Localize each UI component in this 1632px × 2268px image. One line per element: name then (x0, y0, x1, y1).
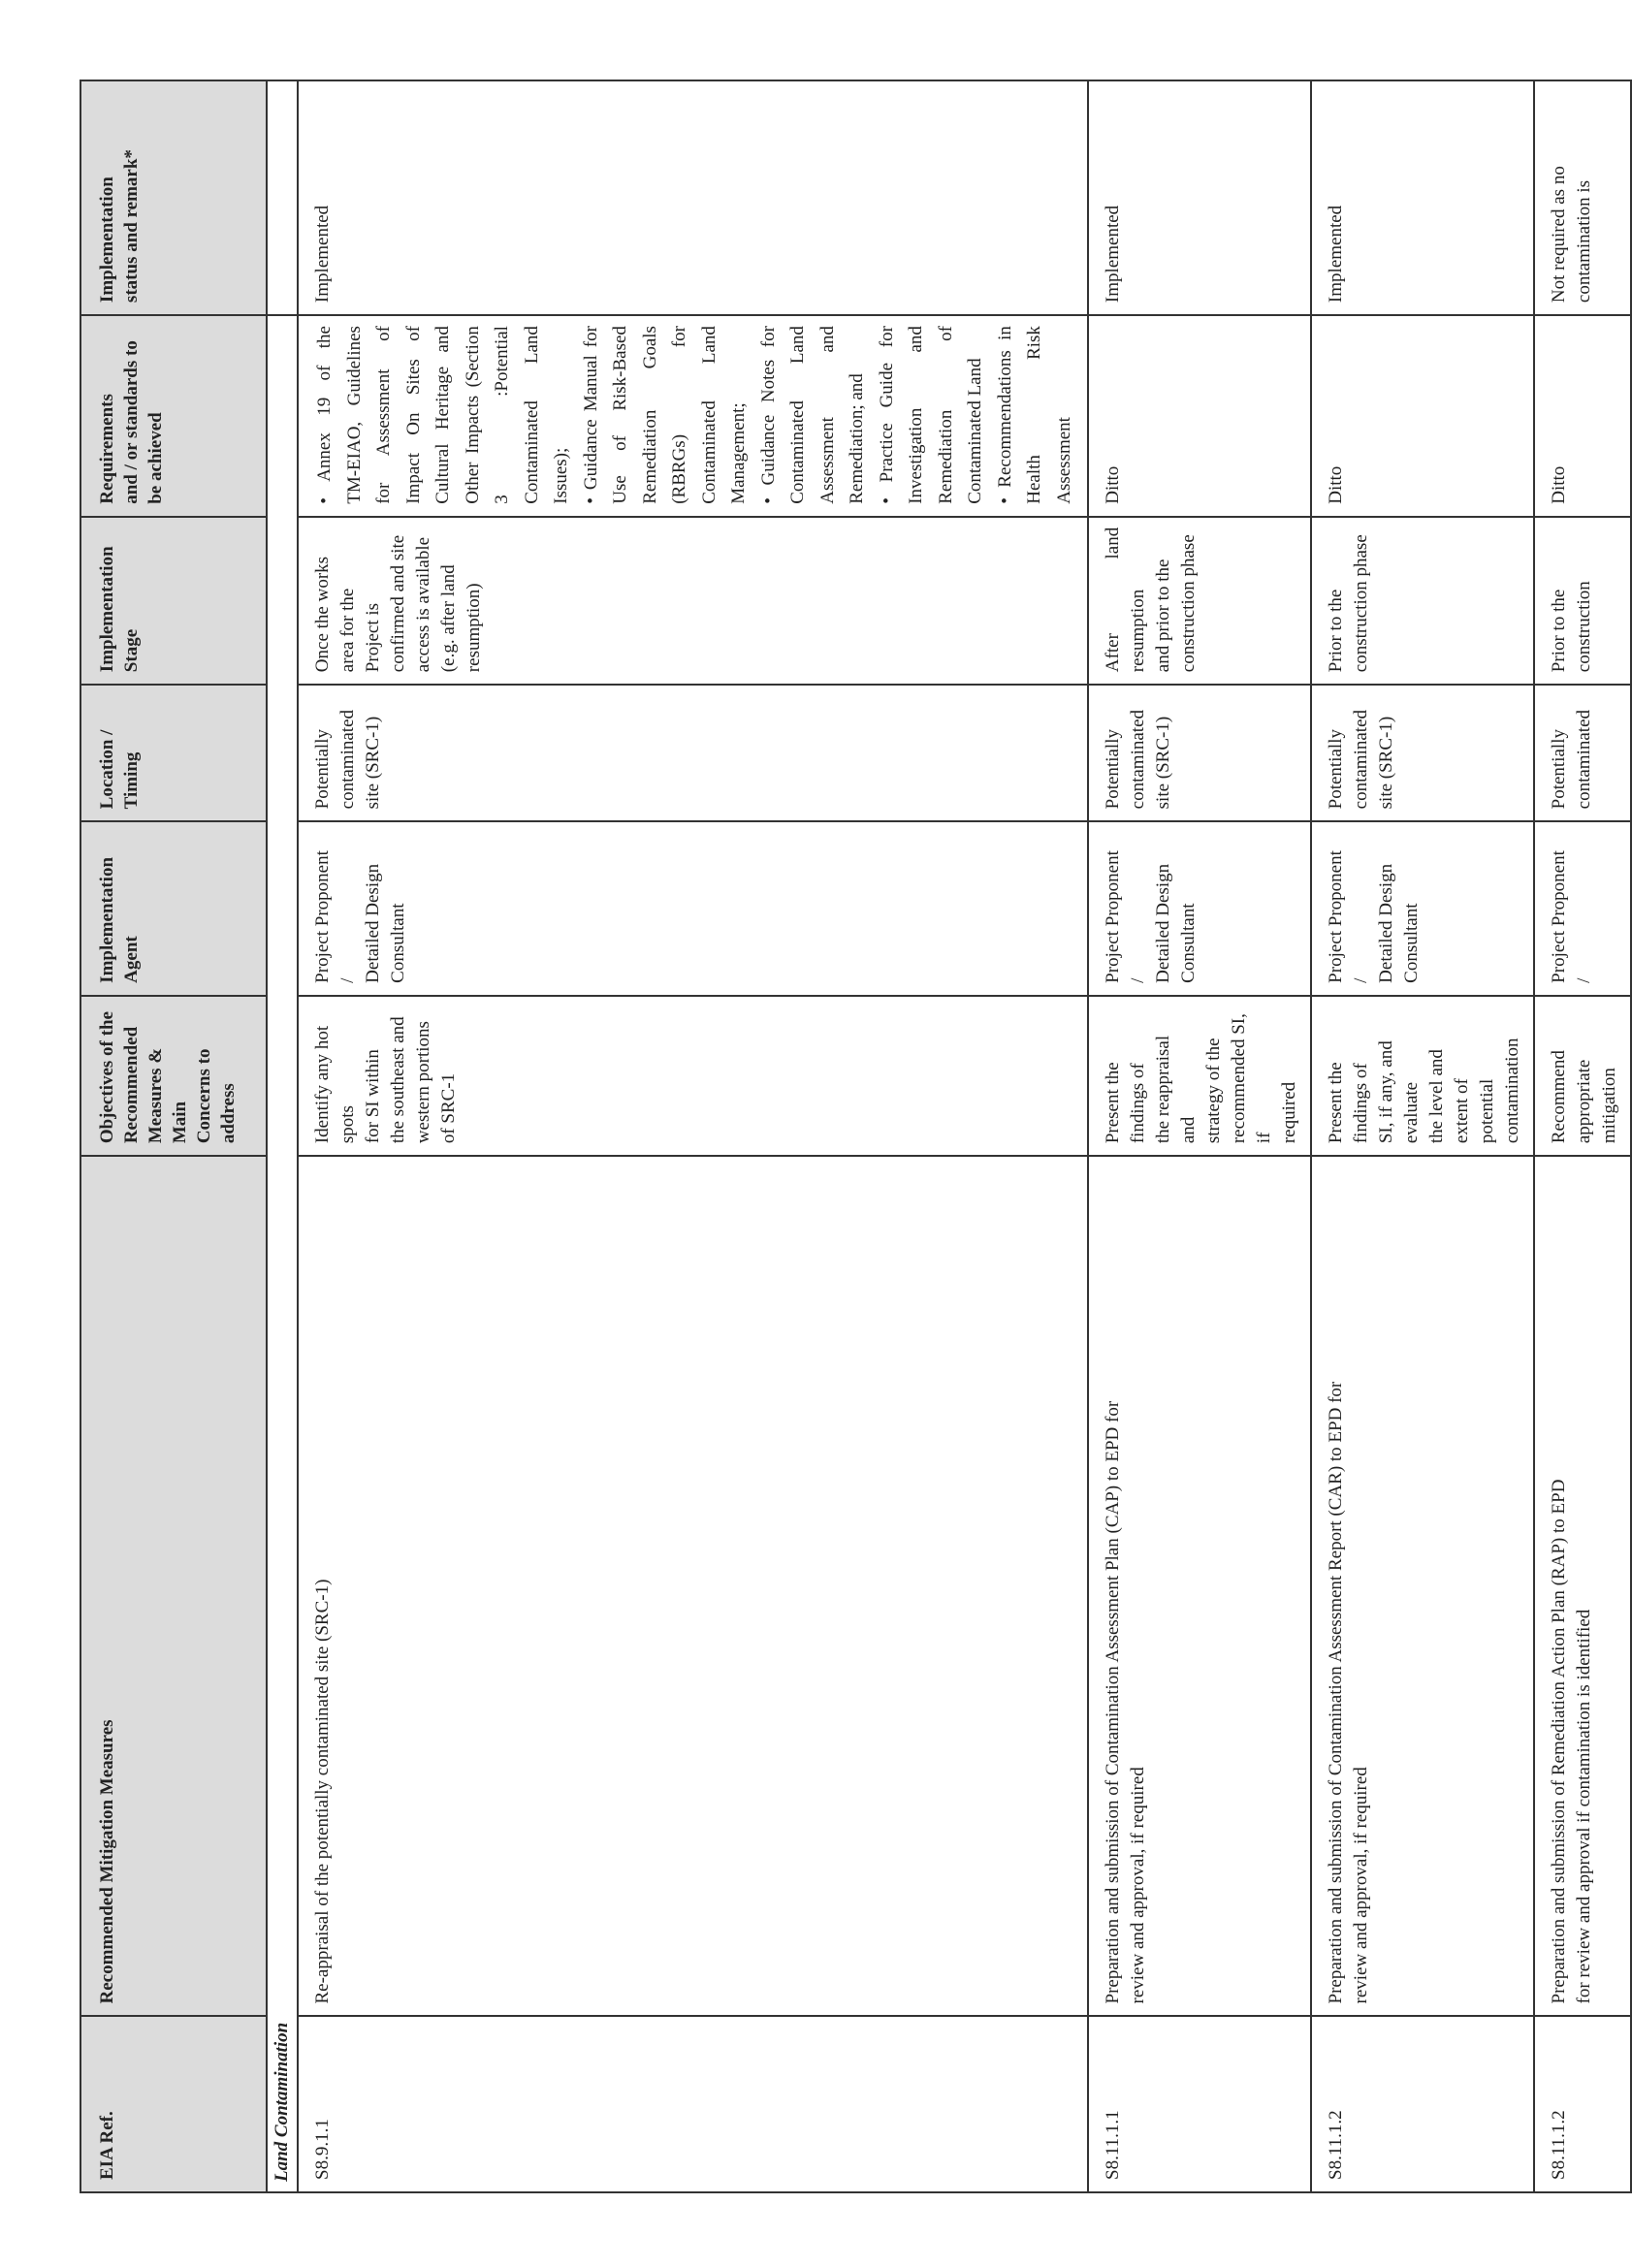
stage-cell: Prior to the construction phase (1311, 517, 1534, 685)
measure-cell: Preparation and submission of Remediation Action Plan (RAP) to EPD for review and approval if contamination is identified (1534, 1156, 1631, 2016)
header-status: Implementation status and remark* (80, 80, 267, 315)
eia-ref-cell: S8.9.1.1 (298, 2017, 1088, 2193)
header-objectives: Objectives of the Recommended Measures & Main Concerns to address (80, 996, 267, 1156)
stage-cell: After land resumption and prior to the construction phase (1088, 517, 1311, 685)
agent-cell: Project Proponent / (1534, 821, 1631, 995)
measure-cell: Re-appraisal of the potentially contaminated site (SRC-1) (298, 1156, 1088, 2016)
requirements-cell: Ditto (1534, 315, 1631, 517)
header-measures: Recommended Mitigation Measures (80, 1156, 267, 2016)
location-cell: Potentially contaminated site (SRC-1) (1311, 685, 1534, 821)
status-cell: Implemented (1311, 80, 1534, 315)
header-stage: Implementation Stage (80, 517, 267, 685)
section-blank-cell (267, 80, 298, 315)
requirements-cell: Ditto (1088, 315, 1311, 517)
agent-cell: Project Proponent / Detailed Design Consultant (1088, 821, 1311, 995)
section-row (267, 80, 298, 2192)
table-row (1088, 80, 1311, 2192)
header-agent: Implementation Agent (80, 821, 267, 995)
table-header-row (80, 80, 267, 2192)
eia-ref-cell: S8.11.1.2 (1534, 2017, 1631, 2193)
status-cell: Implemented (1088, 80, 1311, 315)
measure-cell: Preparation and submission of Contamination Assessment Plan (CAP) to EPD for review and approval, if required (1088, 1156, 1311, 2016)
status-cell: Implemented (298, 80, 1088, 315)
agent-cell: Project Proponent / Detailed Design Consultant (1311, 821, 1534, 995)
objective-cell: Identify any hot spots for SI within the southeast and western portions of SRC-1 (298, 996, 1088, 1156)
status-cell: Not required as no contamination is (1534, 80, 1631, 315)
page-sheet (80, 80, 1619, 2193)
agent-cell: Project Proponent / Detailed Design Consultant (298, 821, 1088, 995)
section-title: Land Contamination (267, 315, 298, 2192)
mitigation-measures-table (80, 80, 1632, 2193)
requirements-cell: Ditto (1311, 315, 1534, 517)
location-cell: Potentially contaminated (1534, 685, 1631, 821)
table-row (298, 80, 1088, 2192)
objective-cell: Recommend appropriate mitigation (1534, 996, 1631, 1156)
eia-ref-cell: S8.11.1.2 (1311, 2017, 1534, 2193)
header-requirements: Requirements and / or standards to be achieved (80, 315, 267, 517)
table-row (1311, 80, 1534, 2192)
objective-cell: Present the findings of SI, if any, and evaluate the level and extent of potential contamination (1311, 996, 1534, 1156)
header-location: Location / Timing (80, 685, 267, 821)
objective-cell: Present the findings of the reappraisal and strategy of the recommended SI, if required (1088, 996, 1311, 1156)
requirements-cell: • Annex 19 of the TM-EIAO, Guidelines for Assessment of Impact On Sites of Cultural Heritage and Other Impacts (Section 3 :Potential Contaminated Land Issues); • Guidance Manual for Use of Risk-Based Remediation Goals (RBRGs) for Contaminated Land Management; • Guidance Notes for Contaminated Land Assessment and Remediation; and • Practice Guide for Investigation and Remediation of Contaminated Land • Recommendations in Health Risk Assessment (298, 315, 1088, 517)
stage-cell: Prior to the construction (1534, 517, 1631, 685)
location-cell: Potentially contaminated site (SRC-1) (1088, 685, 1311, 821)
measure-cell: Preparation and submission of Contamination Assessment Report (CAR) to EPD for review and approval, if required (1311, 1156, 1534, 2016)
header-eia-ref: EIA Ref. (80, 2017, 267, 2193)
location-cell: Potentially contaminated site (SRC-1) (298, 685, 1088, 821)
table-row (1534, 80, 1631, 2192)
eia-ref-cell: S8.11.1.1 (1088, 2017, 1311, 2193)
stage-cell: Once the works area for the Project is confirmed and site access is available (e.g. after land resumption) (298, 517, 1088, 685)
